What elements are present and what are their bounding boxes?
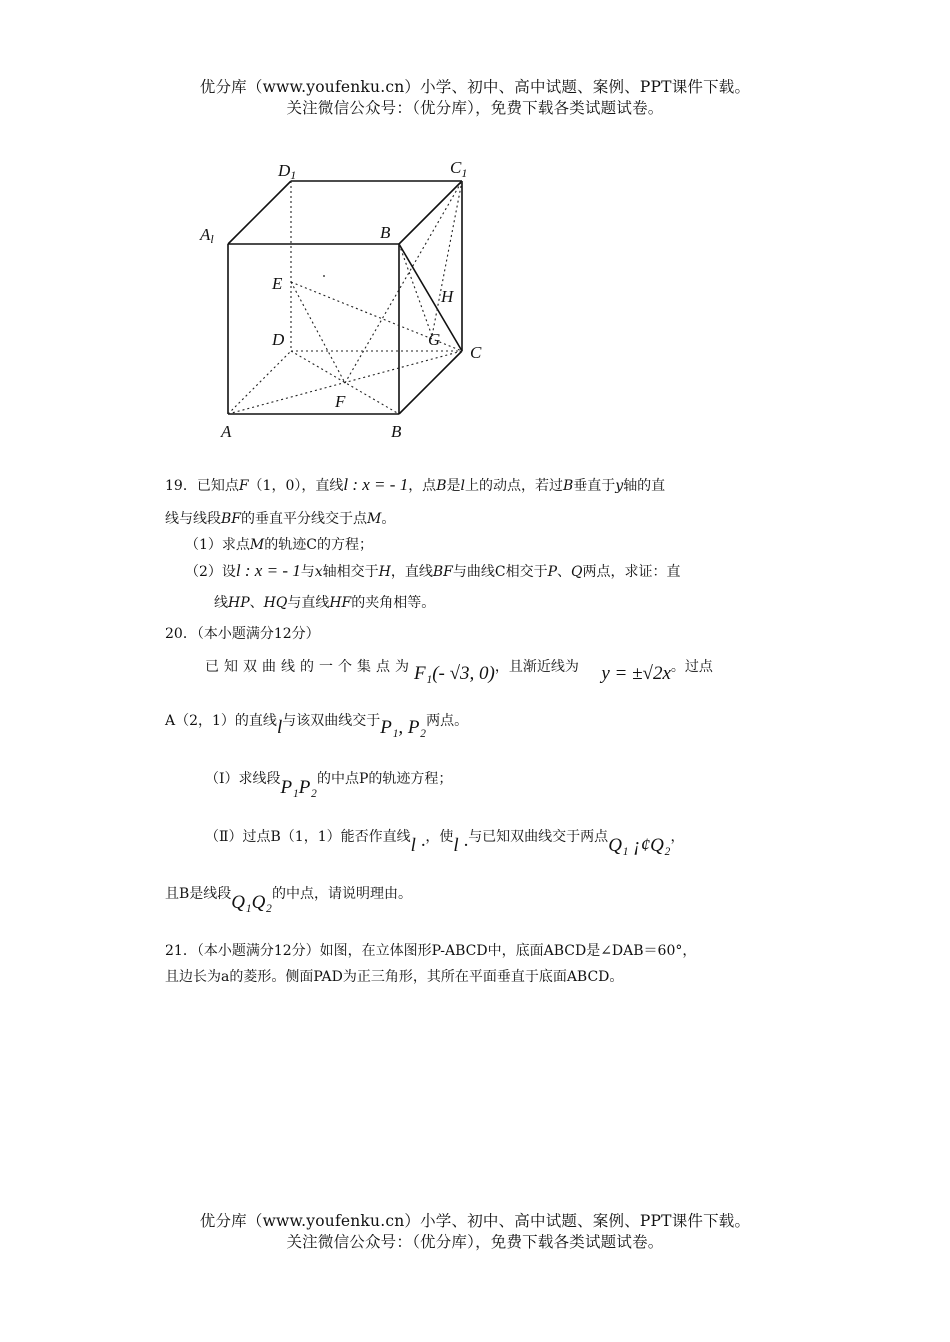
q20-line-1: 已知双曲线的一个集点为F₁(- √3, 0)，且渐近线为 y = ±√2x。过点 bbox=[205, 659, 713, 684]
q20-part-2: （Ⅱ）过点B（1，1）能否作直线l ·，使l ·与已知双曲线交于两点Q₁ ¡¢Q₂， bbox=[205, 829, 685, 856]
point-mark bbox=[323, 275, 325, 277]
page-footer bbox=[0, 1211, 950, 1253]
footer-line-2: 关注微信公众号：（优分库），免费下载各类试题试卷。 bbox=[286, 1233, 664, 1251]
q20-line-2: A（2，1）的直线l与该双曲线交于P₁, P₂两点。 bbox=[165, 713, 469, 738]
edge-a1-d1 bbox=[228, 181, 291, 244]
asymptote-formula: y = ±√2x bbox=[601, 663, 671, 684]
q19-sub-1: （1）求点M的轨迹C的方程； bbox=[185, 537, 373, 553]
q19-line-1: 19．已知点F（1，0），直线l : x = - 1，点B是l上的动点，若过B垂直于y轴的直 bbox=[165, 475, 666, 494]
q21-line-2: 且边长为a的菱形。侧面PAD为正三角形，其所在平面垂直于底面ABCD。 bbox=[165, 969, 624, 985]
label-d1: D1 bbox=[278, 161, 297, 182]
label-c: C bbox=[470, 343, 482, 362]
label-b1: B bbox=[380, 223, 391, 242]
q20-part-2-cont: 且B是线段Q₁Q₂的中点，请说明理由。 bbox=[165, 886, 412, 913]
header-line-2: 关注微信公众号：（优分库），免费下载各类试题试卷。 bbox=[286, 99, 664, 117]
focus-formula: F₁(- √3, 0) bbox=[414, 663, 495, 684]
q19-line-2: 线与线段BF的垂直平分线交于点M。 bbox=[165, 511, 396, 527]
label-a: A bbox=[221, 422, 232, 441]
label-a1: Al bbox=[200, 225, 214, 246]
label-g: G bbox=[428, 330, 441, 349]
label-f: F bbox=[335, 392, 346, 411]
segment-c1-g bbox=[432, 181, 462, 336]
label-e: E bbox=[272, 274, 283, 293]
label-h: H bbox=[441, 287, 454, 306]
q19-sub-2-cont: 线HP、HQ与直线HF的夹角相等。 bbox=[214, 595, 436, 611]
cube-figure bbox=[190, 152, 520, 452]
edge-b-c bbox=[399, 351, 462, 414]
page-header bbox=[0, 77, 950, 119]
q21-line-1: 21．（本小题满分12分）如图，在立体图形P-ABCD中，底面ABCD是∠DAB＝60°， bbox=[165, 943, 697, 959]
q20-part-1: （Ⅰ）求线段P₁P₂的中点P的轨迹方程； bbox=[205, 771, 453, 798]
label-d: D bbox=[272, 330, 285, 349]
segment-b1-g bbox=[399, 244, 432, 336]
label-b: B bbox=[391, 422, 402, 441]
line-equation: l : x = - 1 bbox=[343, 475, 409, 494]
q20-title: 20．（本小题满分12分） bbox=[165, 626, 320, 642]
hidden-edge-a-d bbox=[228, 351, 291, 414]
header-line-1: 优分库（www.youfenku.cn）小学、初中、高中试题、案例、PPT课件下载。 bbox=[199, 78, 751, 96]
segment-f-c1 bbox=[345, 181, 462, 383]
label-c1: $C_1$ bbox=[450, 158, 468, 180]
segment-e-f bbox=[291, 282, 345, 383]
footer-line-1: 优分库（www.youfenku.cn）小学、初中、高中试题、案例、PPT课件下载。 bbox=[199, 1212, 751, 1230]
q19-sub-2: （2）设l : x = - 1与x轴相交于H，直线BF与曲线C相交于P、Q两点，求证：直 bbox=[185, 561, 681, 580]
